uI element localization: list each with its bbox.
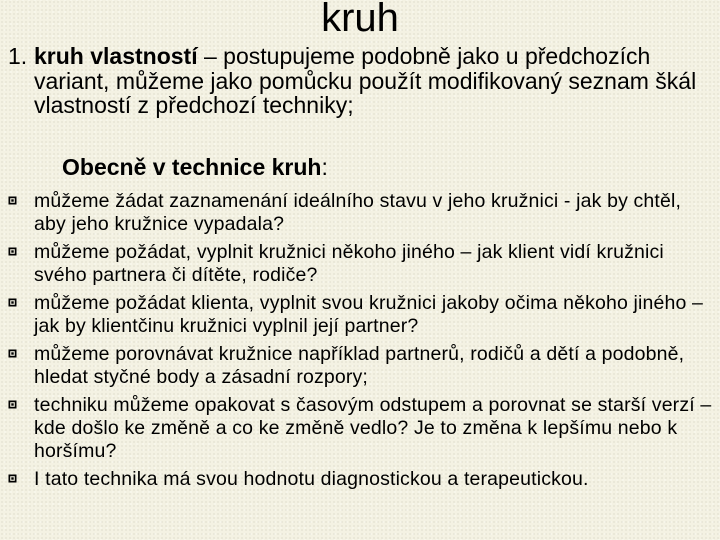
bullet-text: můžeme požádat klienta, vyplnit svou kružnici jakoby očima někoho jiného – jak by klientčinu kružnici vyplnil její partner? (34, 292, 704, 337)
bullet-text: I tato technika má svou hodnotu diagnostickou a terapeutickou. (34, 468, 589, 490)
bullet-item (8, 468, 716, 491)
bullet-item (8, 241, 716, 287)
subheading-rest-text: : (321, 154, 328, 180)
subheading (62, 154, 328, 180)
bullet-list (8, 190, 716, 496)
numbered-item (8, 44, 708, 118)
bullet-text: můžeme porovnávat kružnice například partnerů, rodičů a dětí a podobně, hledat styčné body a zásadní rozpory; (34, 343, 685, 388)
numbered-bold-text: kruh vlastností (34, 43, 198, 69)
numbered-row (8, 44, 708, 118)
bullet-item (8, 190, 716, 236)
bullet-item (8, 343, 716, 389)
number-marker: 1. (8, 43, 28, 69)
numbered-rest-text: – postupujeme podobně jako u předchozích variant, můžeme jako pomůcku použít modifikovaný seznam škál vlastností z předchozí techniky; (34, 43, 697, 118)
bullet-text: můžeme žádat zaznamenání ideálního stavu v jeho kružnici - jak by chtěl, aby jeho kružnice vypadala? (34, 190, 682, 235)
bullet-text: techniku můžeme opakovat s časovým odstupem a porovnat se starší verzí – kde došlo ke změně a co ke změně vedlo? Je to změna k lepšímu nebo k horšímu? (34, 394, 712, 462)
square-bullet-icon (8, 190, 34, 236)
square-bullet-icon (8, 468, 34, 491)
slide-title (0, 0, 720, 42)
bullet-item (8, 394, 716, 463)
bullet-text: můžeme požádat, vyplnit kružnici někoho jiného – jak klient vidí kružnici svého partnera či dítěte, rodiče? (34, 241, 664, 286)
subheading-bold-text: Obecně v technice kruh (62, 154, 322, 180)
numbered-text (34, 44, 708, 118)
slide-title-text: kruh (321, 0, 399, 40)
square-bullet-icon (8, 343, 34, 389)
square-bullet-icon (8, 394, 34, 463)
square-bullet-icon (8, 292, 34, 338)
square-bullet-icon (8, 241, 34, 287)
bullet-item (8, 292, 716, 338)
